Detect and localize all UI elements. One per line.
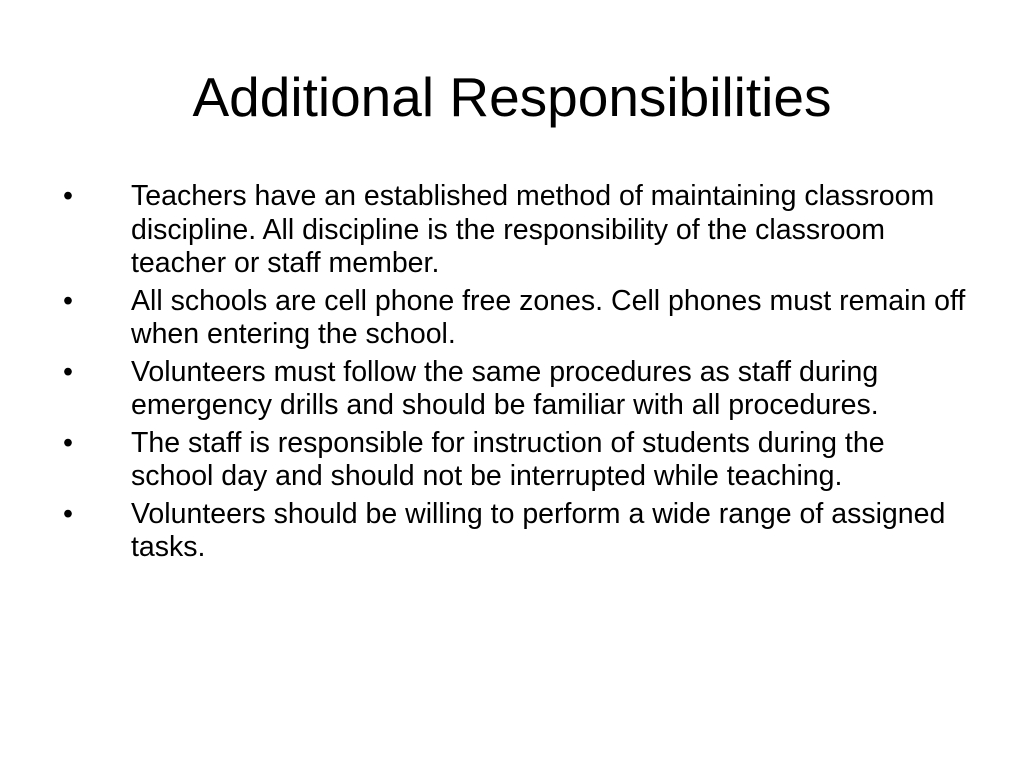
- slide-title: Additional Responsibilities: [192, 66, 832, 128]
- bullet-icon: •: [63, 426, 73, 459]
- bullet-icon: •: [63, 355, 73, 388]
- bullet-list: [0, 180, 1024, 569]
- list-item: [0, 498, 1024, 565]
- bullet-text: Teachers have an established method of maintaining classroom discipline. All discipline is the responsibility of the classroom teacher or staff member.: [131, 180, 935, 279]
- bullet-icon: •: [63, 180, 73, 212]
- bullet-icon: •: [63, 284, 73, 317]
- list-item: [0, 356, 1024, 423]
- bullet-text: Volunteers should be willing to perform a wide range of assigned tasks.: [131, 497, 946, 563]
- list-item: [0, 180, 1024, 281]
- bullet-text: All schools are cell phone free zones. Cell phones must remain off when entering the school.: [131, 284, 966, 350]
- bullet-text: The staff is responsible for instruction of students during the school day and should not be interrupted while teaching.: [131, 426, 885, 492]
- list-item: [0, 427, 1024, 494]
- list-item: [0, 285, 1024, 352]
- bullet-text: Volunteers must follow the same procedures as staff during emergency drills and should be familiar with all procedures.: [131, 355, 879, 421]
- bullet-icon: •: [63, 497, 73, 530]
